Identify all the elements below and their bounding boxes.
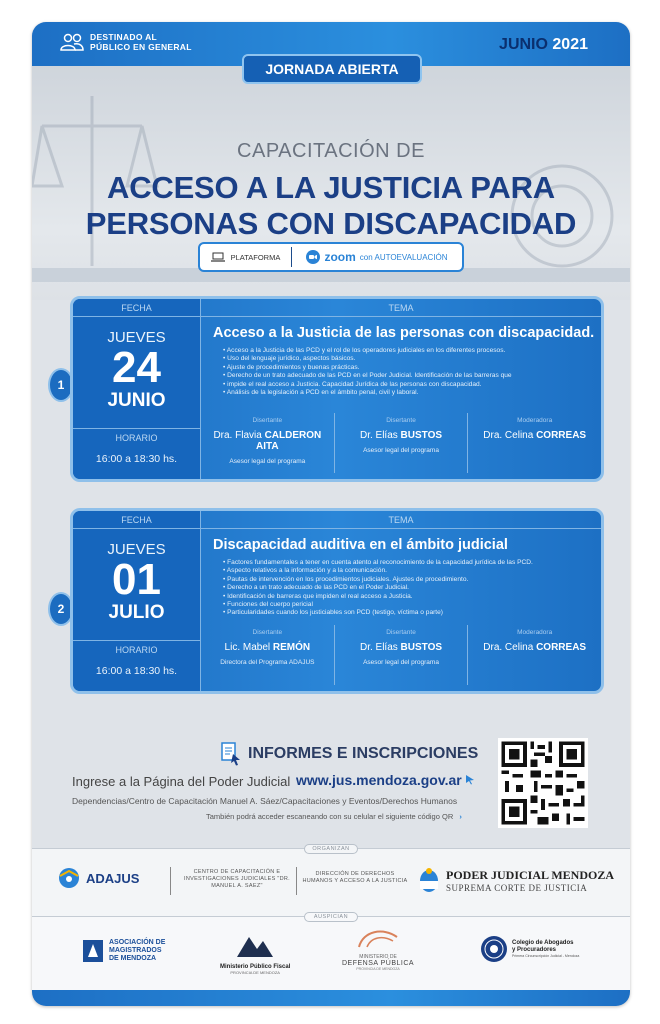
- dp-line2: DEFENSA PÚBLICA: [342, 960, 415, 967]
- speaker-first-name: Lic. Mabel: [224, 642, 273, 653]
- qr-note: [206, 812, 462, 821]
- poder-judicial-logo: [418, 867, 614, 893]
- people-icon: [60, 33, 84, 51]
- poster: [32, 22, 630, 1006]
- bullet-item: • Derecho a un trato adecuado de las PCD en el Poder Judicial.: [223, 584, 601, 592]
- dp-line1: MINISTERIO DE: [359, 954, 397, 960]
- tema-header: TEMA: [201, 511, 601, 529]
- session-weekday: JUEVES: [107, 541, 166, 558]
- session-month: JULIO: [108, 602, 165, 623]
- asoc-line1: ASOCIACIÓN DE: [109, 939, 166, 946]
- fecha-header: FECHA: [73, 299, 200, 317]
- website-url[interactable]: www.jus.mendoza.gov.ar: [296, 772, 462, 788]
- auspician-label: AUSPICIAN: [304, 912, 358, 922]
- ministerio-publico-fiscal-logo: [220, 933, 290, 975]
- session-date-column: [73, 299, 201, 479]
- asociacion-magistrados-logo: [82, 939, 165, 963]
- document-pointer-icon: [220, 742, 242, 766]
- magistrados-emblem-icon: [82, 939, 104, 963]
- colegio-line3: Primera Circunscripción Judicial - Mendoza: [512, 954, 580, 958]
- session-day-number: 24: [112, 343, 161, 392]
- suprema-corte-subtitle: SUPREMA CORTE DE JUSTICIA: [446, 882, 588, 893]
- separator: [296, 867, 297, 895]
- speaker-last-name: BUSTOS: [400, 430, 443, 441]
- tema-header: TEMA: [201, 299, 601, 317]
- speaker-role: Disertante: [252, 417, 283, 424]
- moderator: [468, 413, 601, 473]
- course-title-line1: ACCESO A LA JUSTICIA PARA: [107, 170, 555, 205]
- session-time: 16:00 a 18:30 hs.: [95, 453, 178, 465]
- asoc-line2: MAGISTRADOS: [109, 947, 162, 954]
- session-topic-column: [201, 511, 601, 691]
- session-date-column: [73, 511, 201, 691]
- session-topic-column: [201, 299, 601, 479]
- informes-title: INFORMES E INSCRIPCIONES: [248, 745, 479, 762]
- moderator-last-name: CORREAS: [536, 642, 587, 653]
- mpf-title: Ministerio Público Fiscal: [220, 964, 291, 970]
- session-number-badge: 1: [48, 368, 74, 402]
- bullet-item: • Análisis de la legislación a PCD en el ámbito penal, civil y laboral.: [223, 389, 601, 397]
- speaker-role: Disertante: [386, 417, 416, 424]
- speaker-role: Disertante: [386, 629, 416, 636]
- moderator-last-name: CORREAS: [536, 430, 587, 441]
- adajus-logo: [56, 867, 139, 889]
- horario-header: HORARIO: [73, 640, 200, 655]
- qr-note-text: También podrá acceder escaneando con su celular el siguiente código QR: [206, 812, 454, 821]
- speaker-role: Disertante: [252, 629, 283, 636]
- mpf-emblem-icon: [233, 933, 277, 959]
- moderator-role: Moderadora: [517, 629, 553, 636]
- mpf-subtitle: PROVINCIA DE MENDOZA: [230, 970, 280, 975]
- ingrese-text: Ingrese a la Página del Poder Judicial: [72, 774, 291, 789]
- zoom-logo-icon: [306, 250, 320, 264]
- website-link[interactable]: [296, 772, 476, 788]
- speaker-1: [201, 625, 335, 685]
- session-card-2: [70, 508, 604, 694]
- moderator: [468, 625, 601, 685]
- speakers-row: [201, 413, 601, 473]
- laptop-icon: [211, 252, 225, 262]
- zoom-label: zoom: [324, 250, 356, 264]
- speaker-first-name: Dr. Elías: [359, 430, 401, 441]
- bullet-item: • Aspecto relativos a la información y a la comunicación.: [223, 567, 601, 575]
- bullet-item: • Ajuste de procedimientos y buenas prácticas.: [223, 364, 601, 372]
- dp-line3: PROVINCIA DE MENDOZA: [356, 967, 400, 971]
- speaker-desc: Directora del Programa ADAJUS: [220, 659, 315, 666]
- session-topic: Discapacidad auditiva en el ámbito judicial: [213, 537, 508, 553]
- audience-label: [60, 32, 192, 52]
- poder-judicial-title: PODER JUDICIAL MENDOZA: [446, 867, 615, 882]
- dependencies-path: Dependencias/Centro de Capacitación Manuel A. Sáez/Capacitaciones y Eventos/Derechos Humanos: [72, 796, 458, 806]
- adajus-emblem-icon: [56, 867, 82, 889]
- speaker-last-name: CALDERON AITA: [256, 430, 322, 452]
- bullet-item: • Identificación de barreras que impiden el real acceso a Justicia.: [223, 593, 601, 601]
- speaker-last-name: REMÓN: [272, 642, 311, 653]
- moderator-first-name: Dra. Celina: [483, 430, 537, 441]
- session-month: JUNIO: [107, 390, 166, 411]
- session-card-1: [70, 296, 604, 482]
- defensa-publica-emblem-icon: [353, 927, 403, 949]
- informes-heading: [220, 742, 478, 766]
- colegio-seal-icon: [480, 935, 508, 963]
- platform-label: PLATAFORMA: [230, 252, 281, 262]
- bullet-item: • Pautas de intervención en los procedimientos judiciales. Ajustes de procedimiento.: [223, 576, 601, 584]
- moderator-role: Moderadora: [517, 417, 553, 424]
- bullet-item: • Funciones del cuerpo pericial: [223, 601, 601, 609]
- provincial-shield-icon: [418, 867, 440, 893]
- horario-header: HORARIO: [73, 428, 200, 443]
- jornada-abierta-badge: JORNADA ABIERTA: [242, 54, 422, 84]
- cursor-icon: [466, 775, 476, 785]
- zoom-suffix: con AUTOEVALUACIÓN: [359, 252, 448, 262]
- moderator-first-name: Dra. Celina: [483, 642, 537, 653]
- speaker-last-name: BUSTOS: [400, 642, 443, 653]
- speakers-row: [201, 625, 601, 685]
- session-number-badge: 2: [48, 592, 74, 626]
- topic-bullets: [223, 347, 601, 397]
- bullet-item: • Particularidades cuando los justiciables son PCD (testigo, víctima o parte): [223, 609, 601, 617]
- speaker-desc: Asesor legal del programa: [363, 659, 439, 666]
- event-year: 2021: [552, 36, 588, 53]
- course-title-line2: PERSONAS CON DISCAPACIDAD: [85, 206, 577, 241]
- defensa-publica-logo: [342, 927, 414, 971]
- organizers-section: [32, 848, 630, 916]
- session-weekday: JUEVES: [107, 329, 166, 346]
- bullet-item: • Uso del lenguaje jurídico, aspectos básicos.: [223, 355, 601, 363]
- bullet-item: • Factores fundamentales a tener en cuenta atento al reconocimiento de la capacidad jurídica de las PCD.: [223, 559, 601, 567]
- bottom-band: [32, 990, 630, 1006]
- adajus-label: ADAJUS: [86, 870, 140, 886]
- bullet-item: • impide el real acceso a Justicia. Capacidad Jurídica de las personas con discapacidad.: [223, 381, 601, 389]
- chevron-right-icon: ›: [459, 812, 462, 821]
- colegio-line1: Colegio de Abogados: [512, 940, 574, 946]
- asoc-line3: DE MENDOZA: [109, 955, 157, 962]
- fecha-header: FECHA: [73, 511, 200, 529]
- direccion-derechos-humanos: DIRECCIÓN DE DERECHOS HUMANOS Y ACCESO A LA JUSTICIA: [302, 871, 408, 884]
- sponsors-section: [32, 916, 630, 990]
- event-month: JUNIO: [499, 36, 548, 53]
- audience-line2: PÚBLICO EN GENERAL: [90, 42, 192, 52]
- course-kicker: CAPACITACIÓN DE: [237, 140, 425, 162]
- speaker-2: [335, 413, 469, 473]
- colegio-line2: y Procuradores: [512, 947, 557, 953]
- speaker-desc: Asesor legal del programa: [229, 458, 306, 465]
- event-month-year: [499, 36, 588, 54]
- audience-line1: DESTINADO AL: [90, 32, 158, 42]
- session-topic: Acceso a la Justicia de las personas con discapacidad.: [213, 325, 595, 341]
- speaker-2: [335, 625, 469, 685]
- topic-bullets: [223, 559, 601, 618]
- qr-code[interactable]: [498, 738, 588, 828]
- separator: [170, 867, 171, 895]
- speaker-desc: Asesor legal del programa: [363, 447, 439, 454]
- bullet-item: • Derecho de un trato adecuado de las PCD en el Poder Judicial. Identificación de las barreras que: [223, 372, 601, 380]
- speaker-first-name: Dra. Flavia: [213, 430, 265, 441]
- organizan-label: ORGANIZAN: [304, 844, 358, 854]
- platform-box: [198, 242, 464, 272]
- session-time: 16:00 a 18:30 hs.: [95, 665, 178, 677]
- speaker-1: [201, 413, 335, 473]
- centro-capacitacion: CENTRO DE CAPACITACIÓN E INVESTIGACIONES JUDICIALES "DR. MANUEL A. SAEZ": [184, 869, 290, 889]
- bullet-item: • Acceso a la Justicia de las PCD y el rol de los operadores judiciales en los diferentes procesos.: [223, 347, 601, 355]
- speaker-first-name: Dr. Elías: [359, 642, 401, 653]
- colegio-abogados-logo: [480, 935, 579, 963]
- session-day-number: 01: [112, 555, 161, 604]
